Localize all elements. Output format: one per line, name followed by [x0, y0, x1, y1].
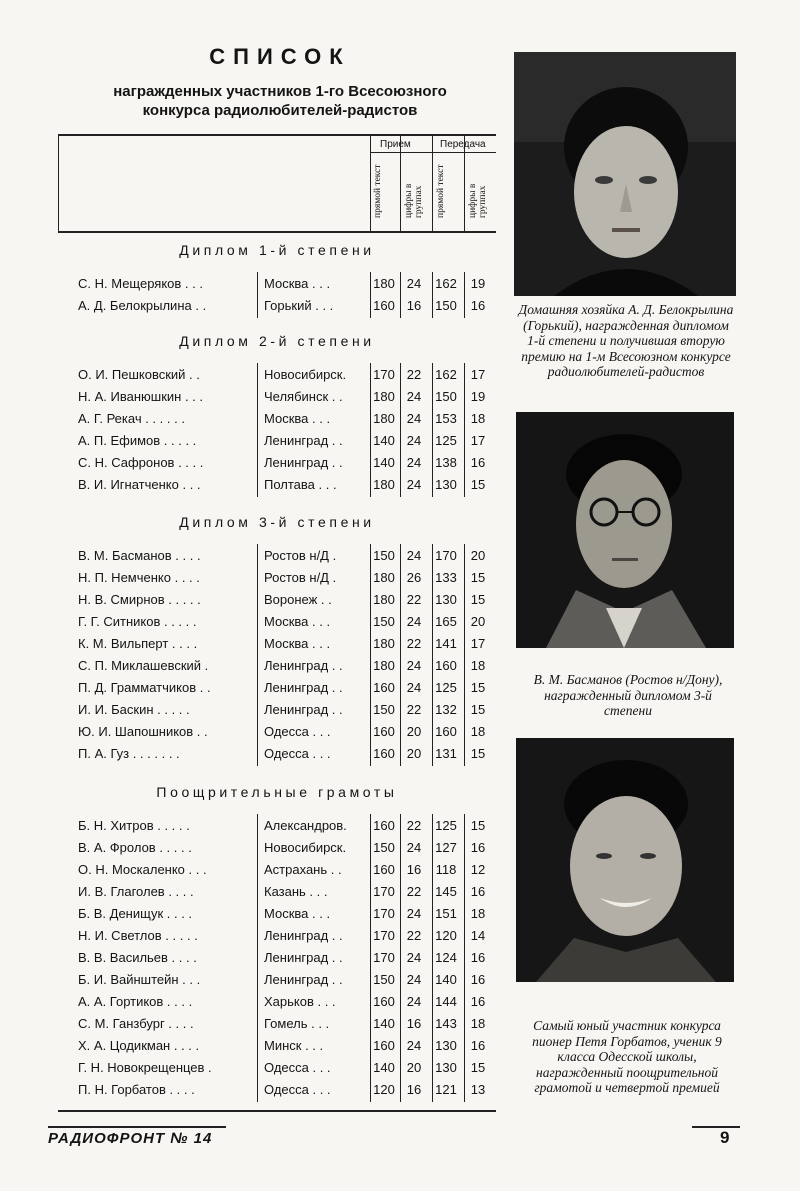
participant-city: Ленинград . . [264, 455, 343, 470]
receive-digits-value: 20 [406, 746, 422, 761]
group-receive-rule [370, 152, 432, 153]
transmit-plain-text-value: 141 [435, 636, 457, 651]
participant-city: Одесса . . . [264, 1082, 331, 1097]
group-receive-label: Прием [380, 139, 411, 150]
receive-plain-text-value: 180 [373, 570, 395, 585]
portrait-photo-gorbatov [516, 738, 734, 982]
table-row [58, 722, 496, 743]
receive-digits-value: 20 [406, 1060, 422, 1075]
transmit-digits-value: 16 [470, 972, 486, 987]
transmit-plain-text-value: 118 [435, 862, 457, 877]
transmit-plain-text-value: 160 [435, 658, 457, 673]
table-row [58, 274, 496, 295]
header-bottom-rule [58, 231, 496, 233]
transmit-digits-value: 20 [470, 614, 486, 629]
transmit-plain-text-value: 151 [435, 906, 457, 921]
receive-plain-text-value: 150 [373, 840, 395, 855]
table-row [58, 365, 496, 386]
photo-caption-3: Самый юный участник конкурса пионер Петя Горбатов, ученик 9 класса Одесской школы, награжденный поощрительной грамотой и четвертой премией [532, 1018, 722, 1095]
participant-city: Гомель . . . [264, 1016, 330, 1031]
table-row [58, 656, 496, 677]
page-title: СПИСОК [209, 44, 351, 69]
receive-plain-text-value: 150 [373, 972, 395, 987]
table-row [58, 1058, 496, 1079]
header-rule-2 [400, 136, 401, 231]
transmit-plain-text-value: 130 [435, 1060, 457, 1075]
participant-name: Н. П. Немченко . . . . [78, 570, 200, 585]
receive-digits-value: 24 [406, 614, 422, 629]
table-row [58, 453, 496, 474]
participant-name: В. И. Игнатченко . . . [78, 477, 201, 492]
receive-plain-text-value: 180 [373, 276, 395, 291]
transmit-digits-value: 19 [470, 389, 486, 404]
receive-plain-text-value: 180 [373, 411, 395, 426]
transmit-plain-text-value: 125 [435, 818, 457, 833]
participant-name: Б. Н. Хитров . . . . . [78, 818, 190, 833]
table-row [58, 882, 496, 903]
transmit-digits-value: 19 [470, 276, 486, 291]
participant-city: Полтава . . . [264, 477, 337, 492]
participant-city: Одесса . . . [264, 746, 331, 761]
table-row [58, 744, 496, 765]
participant-name: П. А. Гуз . . . . . . . [78, 746, 180, 761]
transmit-plain-text-value: 160 [435, 724, 457, 739]
participant-name: С. П. Миклашевский . [78, 658, 209, 673]
participant-city: Одесса . . . [264, 724, 331, 739]
receive-plain-text-value: 160 [373, 724, 395, 739]
participant-name: О. Н. Москаленко . . . [78, 862, 207, 877]
receive-digits-value: 24 [406, 680, 422, 695]
table-row [58, 1036, 496, 1057]
col-receive-plain-text: прямой текст [373, 164, 383, 218]
receive-plain-text-value: 180 [373, 389, 395, 404]
table-row [58, 590, 496, 611]
table-row [58, 634, 496, 655]
table-row [58, 860, 496, 881]
table-row [58, 926, 496, 947]
transmit-digits-value: 18 [470, 1016, 486, 1031]
receive-digits-value: 24 [406, 389, 422, 404]
photo-caption-2: В. М. Басманов (Ростов н/Дону), награжденный дипломом 3-й степени [533, 672, 723, 718]
receive-plain-text-value: 160 [373, 680, 395, 695]
transmit-plain-text-value: 125 [435, 433, 457, 448]
participant-city: Ленинград . . [264, 702, 343, 717]
table-row [58, 970, 496, 991]
transmit-digits-value: 16 [470, 455, 486, 470]
header-rule-1 [370, 136, 371, 231]
table-row [58, 678, 496, 699]
col-transmit-plain-text: прямой текст [436, 164, 446, 218]
transmit-plain-text-value: 130 [435, 1038, 457, 1053]
participant-city: Ленинград . . [264, 928, 343, 943]
receive-plain-text-value: 160 [373, 862, 395, 877]
portrait-photo-belokrylina [514, 52, 736, 296]
transmit-digits-value: 15 [470, 680, 486, 695]
receive-digits-value: 22 [406, 818, 422, 833]
receive-plain-text-value: 160 [373, 1038, 395, 1053]
table-row [58, 904, 496, 925]
receive-plain-text-value: 160 [373, 994, 395, 1009]
receive-digits-value: 24 [406, 994, 422, 1009]
transmit-digits-value: 18 [470, 658, 486, 673]
participant-name: С. Н. Мещеряков . . . [78, 276, 203, 291]
table-row [58, 700, 496, 721]
transmit-plain-text-value: 143 [435, 1016, 457, 1031]
receive-digits-value: 20 [406, 724, 422, 739]
participant-name: К. М. Вильперт . . . . [78, 636, 198, 651]
table-row [58, 1080, 496, 1101]
participant-name: Н. И. Светлов . . . . . [78, 928, 198, 943]
receive-plain-text-value: 140 [373, 1060, 395, 1075]
participant-city: Минск . . . [264, 1038, 324, 1053]
participant-city: Челябинск . . [264, 389, 343, 404]
participant-city: Горький . . . [264, 298, 334, 313]
col-transmit-digits: цифры в группах [468, 183, 488, 218]
transmit-plain-text-value: 162 [435, 276, 457, 291]
participant-city: Москва . . . [264, 906, 331, 921]
receive-digits-value: 24 [406, 411, 422, 426]
receive-plain-text-value: 170 [373, 367, 395, 382]
participant-city: Ленинград . . [264, 433, 343, 448]
receive-plain-text-value: 180 [373, 477, 395, 492]
transmit-digits-value: 15 [470, 702, 486, 717]
receive-plain-text-value: 160 [373, 746, 395, 761]
receive-digits-value: 24 [406, 455, 422, 470]
receive-plain-text-value: 150 [373, 548, 395, 563]
receive-plain-text-value: 160 [373, 298, 395, 313]
receive-plain-text-value: 170 [373, 884, 395, 899]
participant-name: П. Н. Горбатов . . . . [78, 1082, 195, 1097]
receive-plain-text-value: 150 [373, 614, 395, 629]
table-row [58, 816, 496, 837]
header-rule-4 [464, 136, 465, 231]
transmit-digits-value: 18 [470, 906, 486, 921]
subtitle-line-2: конкурса радиолюбителей-радистов [142, 102, 418, 119]
table-row [58, 546, 496, 567]
participant-city: Новосибирск. [264, 367, 347, 382]
participant-city: Ленинград . . [264, 658, 343, 673]
participant-city: Астрахань . . [264, 862, 342, 877]
section-title: Диплом 1-й степени [179, 242, 375, 258]
receive-plain-text-value: 170 [373, 906, 395, 921]
receive-plain-text-value: 180 [373, 658, 395, 673]
receive-digits-value: 24 [406, 433, 422, 448]
section-title: Диплом 2-й степени [179, 333, 375, 349]
footer-rule-right [692, 1126, 740, 1128]
transmit-plain-text-value: 120 [435, 928, 457, 943]
transmit-digits-value: 15 [470, 818, 486, 833]
transmit-plain-text-value: 125 [435, 680, 457, 695]
participant-name: П. Д. Грамматчиков . . [78, 680, 211, 695]
photo-caption-1: Домашняя хозяйка А. Д. Белокрылина (Горький), награжденная дипломом 1-й степени и получившая вторую премию на 1-м Всесоюзном конкурсе радиолюбителей-радистов [518, 302, 734, 379]
receive-digits-value: 24 [406, 950, 422, 965]
transmit-digits-value: 16 [470, 950, 486, 965]
transmit-plain-text-value: 170 [435, 548, 457, 563]
table-row [58, 296, 496, 317]
participant-city: Москва . . . [264, 636, 331, 651]
transmit-plain-text-value: 145 [435, 884, 457, 899]
receive-plain-text-value: 140 [373, 455, 395, 470]
participant-city: Ростов н/Д . [264, 548, 337, 563]
receive-digits-value: 24 [406, 658, 422, 673]
receive-digits-value: 16 [406, 1082, 422, 1097]
receive-digits-value: 22 [406, 367, 422, 382]
participant-name: О. И. Пешковский . . [78, 367, 200, 382]
participant-name: Б. В. Денищук . . . . [78, 906, 193, 921]
receive-plain-text-value: 160 [373, 818, 395, 833]
participant-city: Ленинград . . [264, 680, 343, 695]
transmit-digits-value: 16 [470, 994, 486, 1009]
transmit-digits-value: 18 [470, 411, 486, 426]
participant-name: В. М. Басманов . . . . [78, 548, 201, 563]
participant-name: Х. А. Цодикман . . . . [78, 1038, 200, 1053]
participant-name: Б. И. Вайнштейн . . . [78, 972, 201, 987]
receive-digits-value: 16 [406, 1016, 422, 1031]
receive-plain-text-value: 170 [373, 950, 395, 965]
transmit-plain-text-value: 150 [435, 389, 457, 404]
transmit-plain-text-value: 130 [435, 592, 457, 607]
receive-plain-text-value: 150 [373, 702, 395, 717]
table-row [58, 1014, 496, 1035]
table-row [58, 431, 496, 452]
transmit-plain-text-value: 140 [435, 972, 457, 987]
transmit-digits-value: 15 [470, 592, 486, 607]
subtitle-line-1: награжденных участников 1-го Всесоюзного [113, 83, 447, 100]
transmit-digits-value: 16 [470, 1038, 486, 1053]
participant-city: Москва . . . [264, 276, 331, 291]
section-title: Поощрительные грамоты [156, 784, 398, 800]
transmit-digits-value: 17 [470, 367, 486, 382]
transmit-plain-text-value: 127 [435, 840, 457, 855]
transmit-digits-value: 14 [470, 928, 486, 943]
receive-digits-value: 24 [406, 972, 422, 987]
participant-name: И. В. Глаголев . . . . [78, 884, 194, 899]
transmit-digits-value: 17 [470, 433, 486, 448]
participant-name: Н. А. Иванюшкин . . . [78, 389, 203, 404]
participant-city: Москва . . . [264, 411, 331, 426]
participant-city: Новосибирск. [264, 840, 347, 855]
transmit-plain-text-value: 165 [435, 614, 457, 629]
participant-city: Одесса . . . [264, 1060, 331, 1075]
transmit-plain-text-value: 130 [435, 477, 457, 492]
participant-name: Ю. И. Шапошников . . [78, 724, 208, 739]
transmit-digits-value: 15 [470, 477, 486, 492]
participant-name: В. В. Васильев . . . . [78, 950, 197, 965]
col-receive-digits: цифры в группах [404, 183, 424, 218]
receive-digits-value: 24 [406, 1038, 422, 1053]
transmit-plain-text-value: 162 [435, 367, 457, 382]
receive-plain-text-value: 140 [373, 1016, 395, 1031]
transmit-plain-text-value: 138 [435, 455, 457, 470]
receive-digits-value: 22 [406, 928, 422, 943]
footer-magazine-name: РАДИОФРОНТ № 14 [48, 1130, 213, 1147]
receive-digits-value: 26 [406, 570, 422, 585]
transmit-digits-value: 15 [470, 1060, 486, 1075]
transmit-plain-text-value: 121 [435, 1082, 457, 1097]
table-row [58, 568, 496, 589]
receive-digits-value: 22 [406, 702, 422, 717]
participant-name: Г. Г. Ситников . . . . . [78, 614, 197, 629]
participant-city: Харьков . . . [264, 994, 336, 1009]
transmit-plain-text-value: 133 [435, 570, 457, 585]
transmit-plain-text-value: 144 [435, 994, 457, 1009]
header-left-rule [58, 136, 59, 231]
participant-name: И. И. Баскин . . . . . [78, 702, 190, 717]
receive-plain-text-value: 180 [373, 592, 395, 607]
table-row [58, 838, 496, 859]
table-row [58, 992, 496, 1013]
footer-page-number: 9 [720, 1128, 730, 1147]
receive-plain-text-value: 180 [373, 636, 395, 651]
participant-city: Воронеж . . [264, 592, 332, 607]
transmit-digits-value: 18 [470, 724, 486, 739]
receive-digits-value: 22 [406, 592, 422, 607]
receive-digits-value: 24 [406, 276, 422, 291]
transmit-digits-value: 15 [470, 746, 486, 761]
participant-name: В. А. Фролов . . . . . [78, 840, 192, 855]
receive-digits-value: 22 [406, 884, 422, 899]
participant-name: А. Г. Рекач . . . . . . [78, 411, 185, 426]
receive-digits-value: 16 [406, 862, 422, 877]
receive-plain-text-value: 120 [373, 1082, 395, 1097]
participant-name: С. Н. Сафронов . . . . [78, 455, 204, 470]
awards-table [58, 134, 496, 1112]
transmit-digits-value: 16 [470, 298, 486, 313]
transmit-digits-value: 16 [470, 840, 486, 855]
receive-digits-value: 16 [406, 298, 422, 313]
transmit-digits-value: 12 [470, 862, 486, 877]
participant-city: Александров. [264, 818, 347, 833]
transmit-plain-text-value: 153 [435, 411, 457, 426]
participant-name: С. М. Ганзбург . . . . [78, 1016, 194, 1031]
participant-city: Москва . . . [264, 614, 331, 629]
footer-rule-left [48, 1126, 226, 1128]
receive-plain-text-value: 140 [373, 433, 395, 448]
receive-digits-value: 24 [406, 906, 422, 921]
group-transmit-label: Передача [440, 139, 486, 150]
table-row [58, 409, 496, 430]
transmit-digits-value: 16 [470, 884, 486, 899]
participant-city: Казань . . . [264, 884, 328, 899]
transmit-plain-text-value: 132 [435, 702, 457, 717]
participant-name: Г. Н. Новокрещенцев . [78, 1060, 212, 1075]
transmit-digits-value: 17 [470, 636, 486, 651]
participant-name: А. Д. Белокрылина . . [78, 298, 207, 313]
participant-name: А. П. Ефимов . . . . . [78, 433, 197, 448]
participant-city: Ростов н/Д . [264, 570, 337, 585]
receive-digits-value: 22 [406, 636, 422, 651]
receive-digits-value: 24 [406, 840, 422, 855]
transmit-digits-value: 13 [470, 1082, 486, 1097]
header-rule-3 [432, 136, 433, 231]
page-subtitle [60, 82, 500, 120]
group-transmit-rule [432, 152, 496, 153]
transmit-plain-text-value: 150 [435, 298, 457, 313]
table-row [58, 612, 496, 633]
receive-digits-value: 24 [406, 477, 422, 492]
receive-plain-text-value: 170 [373, 928, 395, 943]
table-row [58, 948, 496, 969]
participant-name: Н. В. Смирнов . . . . . [78, 592, 201, 607]
transmit-plain-text-value: 131 [435, 746, 457, 761]
participant-city: Ленинград . . [264, 950, 343, 965]
transmit-digits-value: 15 [470, 570, 486, 585]
receive-digits-value: 24 [406, 548, 422, 563]
section-title: Диплом 3-й степени [179, 514, 375, 530]
table-row [58, 387, 496, 408]
table-row [58, 475, 496, 496]
transmit-plain-text-value: 124 [435, 950, 457, 965]
transmit-digits-value: 20 [470, 548, 486, 563]
portrait-photo-basmanov [516, 412, 734, 648]
participant-city: Ленинград . . [264, 972, 343, 987]
participant-name: А. А. Гортиков . . . . [78, 994, 193, 1009]
